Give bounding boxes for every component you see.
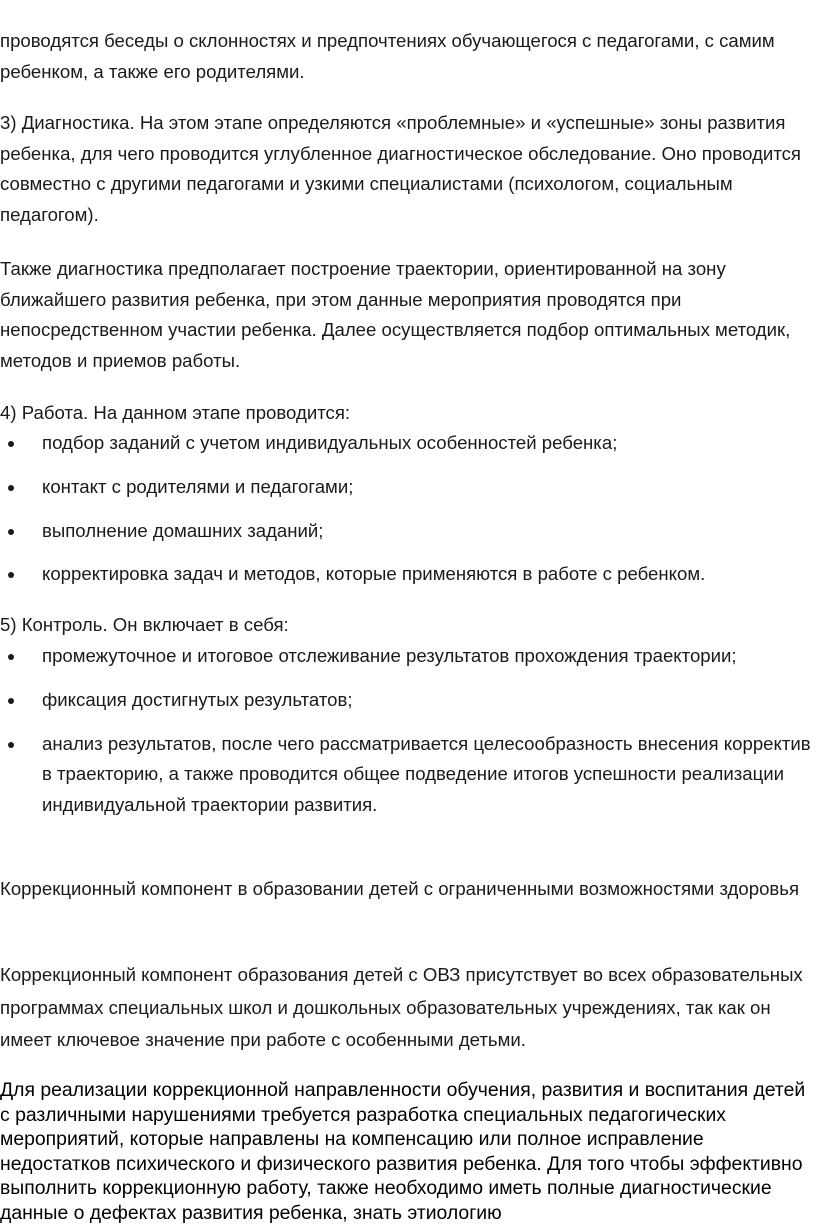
list-item — [0, 685, 812, 716]
list-item-text: контакт с родителями и педагогами; — [42, 475, 354, 497]
list-item-text: анализ результатов, после чего рассматривается целесообразность внесения корректив в траекторию, а также проводится общее подведение итогов успешности реализации индивидуальной траектории развития. — [42, 732, 811, 815]
paragraph-correctional-work: Для реализации коррекционной направленности обучения, развития и воспитания детей с различными нарушениями требуется разработка специальных педагогических мероприятий, которые направлены на компенсацию или полное исправление недостатков психического и физического развития ребенка. Для того чтобы эффективно выполнить коррекционную работу, также необходимо иметь полные диагностические данные о дефектах развития ребенка, знать этиологию — [0, 1079, 806, 1224]
bullet-icon — [8, 529, 14, 535]
list-item-text: подбор заданий с учетом индивидуальных особенностей ребенка; — [42, 432, 618, 453]
list-item — [0, 472, 812, 503]
paragraph-trajectory: Также диагностика предполагает построение траектории, ориентированной на зону ближайшего развития ребенка, при этом данные мероприятия проводятся при непосредственном участии ребенка. Далее осуществляется подбор оптимальных методик, методов и приемов работы. — [0, 258, 791, 371]
list-item — [0, 428, 812, 459]
paragraph-control-heading: 5) Контроль. Он включает в себя: — [0, 614, 289, 635]
paragraph-consultation: проводятся беседы о склонностях и предпочтениях обучающегося с педагогами, с самим ребенком, а также его родителями. — [0, 30, 775, 82]
list-item — [0, 559, 812, 590]
bullet-icon — [8, 742, 14, 748]
list-item — [0, 729, 812, 821]
bullet-icon — [8, 572, 14, 578]
bullet-icon — [8, 441, 14, 447]
bullet-icon — [8, 485, 14, 491]
list-item — [0, 641, 812, 672]
paragraph-work-heading: 4) Работа. На данном этапе проводится: — [0, 402, 351, 423]
list-item-text: выполнение домашних заданий; — [42, 519, 324, 541]
list-item-text: корректировка задач и методов, которые применяются в работе с ребенком. — [42, 563, 706, 585]
bullet-icon — [8, 654, 14, 660]
list-item-text: промежуточное и итоговое отслеживание результатов прохождения траектории; — [42, 645, 737, 666]
section-heading: Коррекционный компонент в образовании детей с ограниченными возможностями здоровья — [0, 878, 800, 899]
list-item-text: фиксация достигнутых результатов; — [42, 688, 353, 710]
paragraph-correctional-component: Коррекционный компонент образования детей с ОВЗ присутствует во всех образовательных программах специальных школ и дошкольных образовательных учреждениях, так как он имеет ключевое значение при работе с особенными детьми. — [0, 964, 803, 1050]
list-item — [0, 516, 812, 547]
control-list — [0, 641, 812, 820]
work-list — [0, 428, 812, 590]
bullet-icon — [8, 698, 14, 704]
paragraph-diagnostics: 3) Диагностика. На этом этапе определяются «проблемные» и «успешные» зоны развития ребенка, для чего проводится углубленное диагностическое обследование. Оно проводится совместно с другими педагогами и узкими специалистами (психологом, социальным педагогом). — [0, 112, 801, 225]
